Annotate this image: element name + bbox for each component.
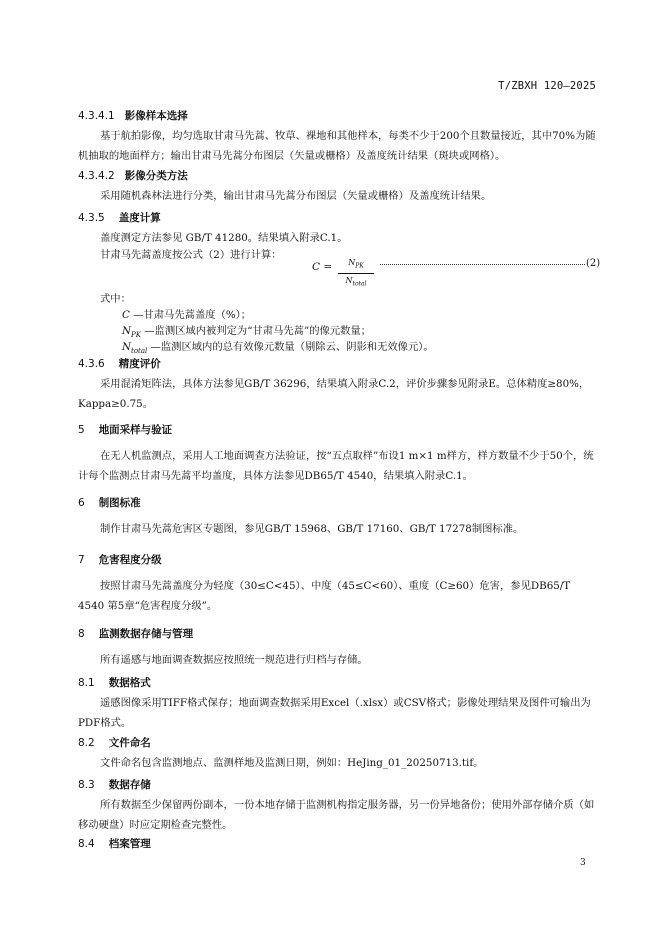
coverage-formula	[312, 257, 602, 287]
paragraph-sample-selection: 基于航拍影像，均匀选取甘肃马先蒿、牧草、裸地和其他样本，每类不少于200个且数量接近，其中70%为随机抽取的地面样方；输出甘肃马先蒿分布图层（矢量或栅格）及盖度统计结果（斑块或网格）。	[78, 130, 596, 162]
heading-5: 5 地面采样与验证	[78, 424, 173, 436]
heading-4-3-5: 4.3.5 盖度计算	[78, 212, 161, 224]
page-number: 3	[580, 858, 586, 868]
heading-6: 6 制图标准	[78, 497, 141, 509]
paragraph-file-naming: 文件命名包含监测地点、监测样地及监测日期，例如：HeJing_01_20250713.tif。	[100, 757, 484, 769]
paragraph-mapping: 制作甘肃马先蒿危害区专题图，参见GB/T 15968、GB/T 17160、GB/T 17278制图标准。	[100, 523, 524, 535]
heading-8-3: 8.3 数据存储	[78, 779, 151, 791]
heading-8-2: 8.2 文件命名	[78, 737, 151, 749]
paragraph-coverage-method: 盖度测定方法参见 GB/T 41280。结果填入附录C.1。	[100, 232, 348, 244]
paragraph-damage-grading: 按照甘肃马先蒿盖度分为轻度（30≤C<45）、中度（45≤C<60）、重度（C≥60）危害，参见DB65/T 4540 第5章“危害程度分级”。	[78, 580, 571, 612]
where-label: 式中：	[100, 293, 131, 305]
paragraph-data-storage-intro: 所有遥感与地面调查数据应按照统一规范进行归档与存储。	[100, 654, 368, 666]
paragraph-coverage-formula-intro: 甘肃马先蒿盖度按公式（2）进行计算：	[100, 249, 282, 261]
heading-4-3-4-2: 4.3.4.2 影像分类方法	[78, 170, 188, 182]
heading-8-4: 8.4 档案管理	[78, 838, 151, 850]
where-ntotal: $N_{total}$ —监测区域内的总有效像元数量（剔除云、阴影和无效像元）。	[122, 341, 434, 356]
paragraph-classification: 采用随机森林法进行分类，输出甘肃马先蒿分布图层（矢量或栅格）及盖度统计结果。	[100, 190, 492, 202]
formula-denominator: $N_{total}$	[345, 275, 367, 288]
fraction-bar	[338, 273, 374, 274]
paragraph-data-backup: 所有数据至少保留两份副本，一份本地存储于监测机构指定服务器，另一份异地备份；使用外部存储介质（如移动硬盘）时应定期检查完整性。	[78, 799, 595, 831]
where-c: C —甘肃马先蒿盖度（%）；	[122, 309, 252, 321]
paragraph-accuracy: 采用混淆矩阵法，具体方法参见GB/T 36296，结果填入附录C.2，评价步骤参见附录E。总体精度≥80%，Kappa≥0.75。	[78, 378, 590, 410]
formula-numerator: $N_{PK}$	[348, 258, 364, 270]
heading-8: 8 监测数据存储与管理	[78, 628, 194, 640]
paragraph-ground-sampling: 在无人机监测点，采用人工地面调查方法验证，按“五点取样”布设1 m×1 m样方，样方数量不少于50个，统计每个监测点甘肃马先蒿平均盖度，具体方法参见DB65/T 4540，结果填入附录C.1。	[78, 450, 594, 482]
formula-leader-dots	[380, 264, 585, 265]
formula-number: (2)	[586, 258, 601, 269]
paragraph-data-format: 遥感图像采用TIFF格式保存；地面调查数据采用Excel（.xlsx）或CSV格式；影像处理结果及图件可输出为PDF格式。	[78, 697, 591, 729]
formula-fraction	[336, 257, 376, 289]
heading-4-3-4-1: 4.3.4.1 影像样本选择	[78, 110, 188, 122]
heading-8-1: 8.1 数据格式	[78, 677, 151, 689]
heading-4-3-6: 4.3.6 精度评价	[78, 358, 161, 370]
heading-7: 7 危害程度分级	[78, 554, 162, 566]
formula-lhs: C =	[312, 261, 333, 273]
doc-code-header: T/ZBXH 120—2025	[498, 80, 596, 92]
where-npk: $N_{PK}$ —监测区域内被判定为“甘肃马先蒿”的像元数量；	[122, 325, 372, 340]
